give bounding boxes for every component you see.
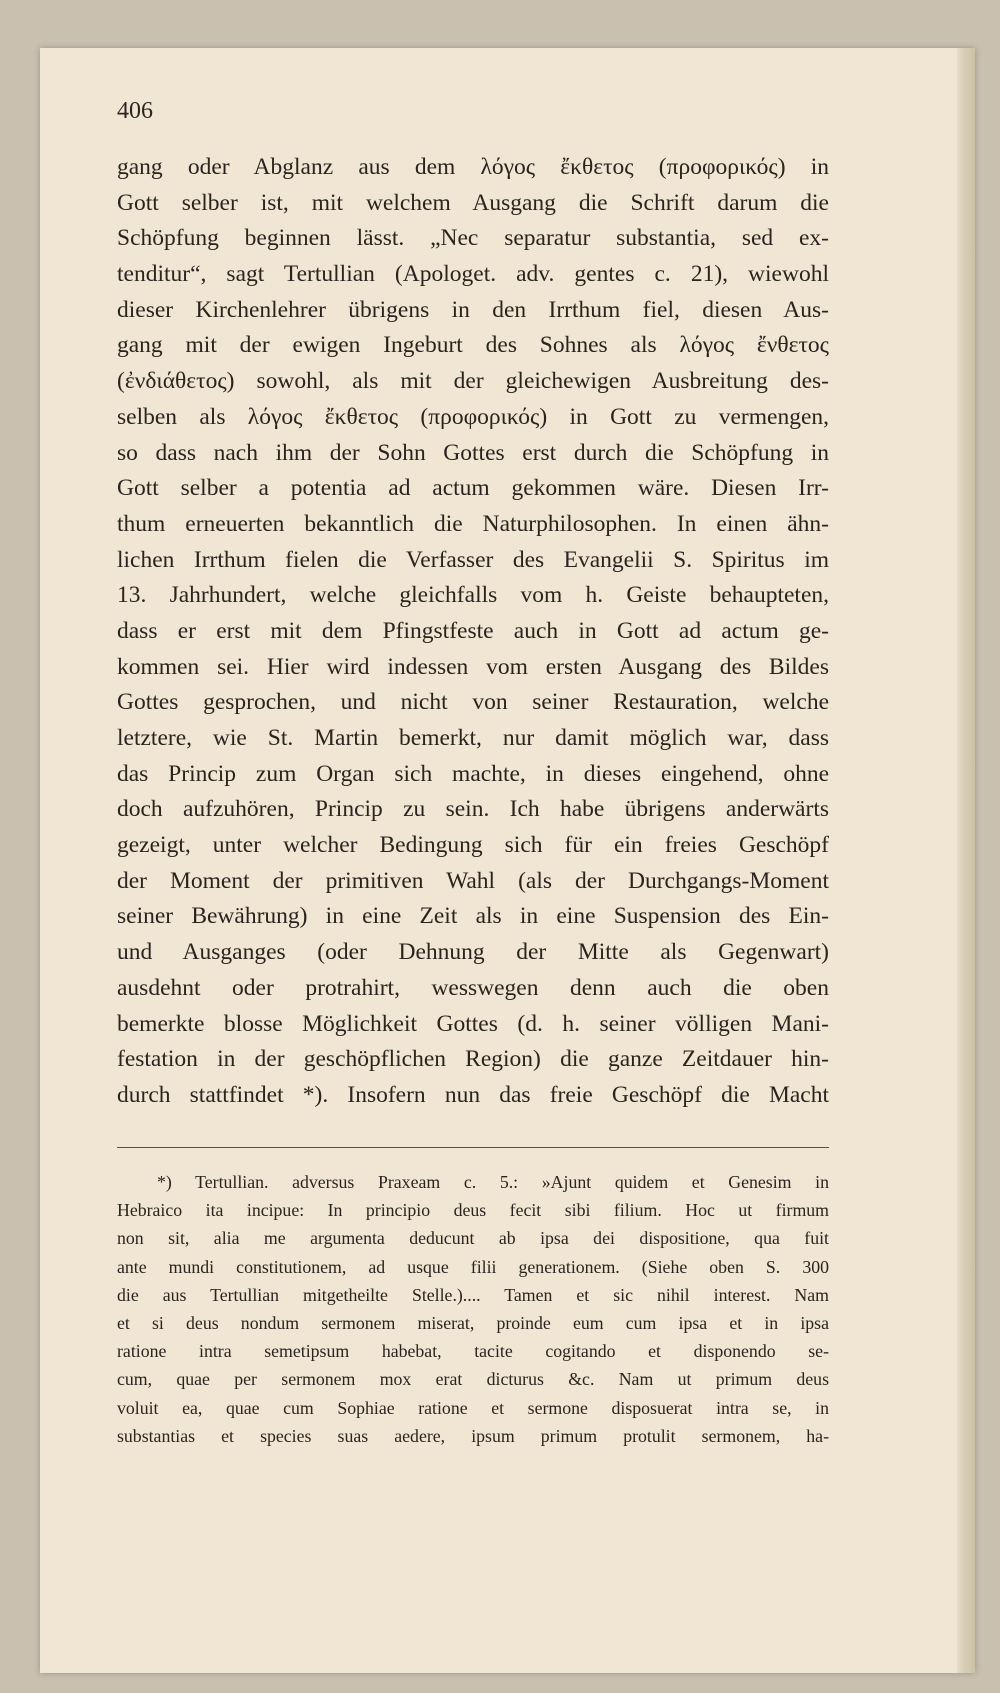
text-line: seiner Bewährung) in eine Zeit als in eine Suspension des Ein- bbox=[117, 903, 829, 930]
footnote-block bbox=[117, 1168, 829, 1450]
text-line: festation in der geschöpflichen Region) die ganze Zeitdauer hin- bbox=[117, 1046, 829, 1073]
footnote-line: et si deus nondum sermonem miserat, proinde eum cum ipsa et in ipsa bbox=[117, 1312, 829, 1333]
text-line: Gott selber ist, mit welchem Ausgang die Schrift darum die bbox=[117, 189, 829, 216]
text-line: bemerkte blosse Möglichkeit Gottes (d. h. seiner völligen Mani- bbox=[117, 1010, 829, 1037]
text-line: kommen sei. Hier wird indessen vom ersten Ausgang des Bildes bbox=[117, 653, 829, 680]
text-line: Gottes gesprochen, und nicht von seiner Restauration, welche bbox=[117, 689, 829, 716]
footnote-line: *) Tertullian. adversus Praxeam c. 5.: »Ajunt quidem et Genesim in bbox=[157, 1172, 829, 1192]
text-line: dass er erst mit dem Pfingstfeste auch in Gott ad actum ge- bbox=[117, 617, 829, 644]
text-line: der Moment der primitiven Wahl (als der Durchgangs-Moment bbox=[117, 867, 829, 894]
text-line: so dass nach ihm der Sohn Gottes erst durch die Schöpfung in bbox=[117, 439, 829, 466]
main-text-block bbox=[117, 150, 829, 1114]
footnote-line: substantias et species suas aedere, ipsum primum protulit sermonem, ha- bbox=[117, 1425, 829, 1446]
text-line: ausdehnt oder protrahirt, wesswegen denn auch die oben bbox=[117, 974, 829, 1001]
footnote-line: ante mundi constitutionem, ad usque filii generationem. (Siehe oben S. 300 bbox=[117, 1256, 829, 1277]
footnote-line: ratione intra semetipsum habebat, tacite cogitando et disponendo se- bbox=[117, 1341, 829, 1362]
footnote-line: voluit ea, quae cum Sophiae ratione et sermone disposuerat intra se, in bbox=[117, 1397, 829, 1418]
text-line: doch aufzuhören, Princip zu sein. Ich habe übrigens anderwärts bbox=[117, 796, 829, 823]
text-line: gang mit der ewigen Ingeburt des Sohnes als λόγος ἔνθετος bbox=[117, 332, 829, 359]
text-line: gang oder Abglanz aus dem λόγος ἔκθετος (προφορικός) in bbox=[117, 154, 829, 180]
footnote-line: Hebraico ita incipue: In principio deus fecit sibi filium. Hoc ut firmum bbox=[117, 1200, 829, 1221]
text-line: durch stattfindet *). Insofern nun das freie Geschöpf die Macht bbox=[117, 1081, 829, 1108]
page-number: 406 bbox=[117, 98, 153, 124]
text-line: und Ausganges (oder Dehnung der Mitte als Gegenwart) bbox=[117, 939, 829, 966]
text-line: letztere, wie St. Martin bemerkt, nur damit möglich war, dass bbox=[117, 725, 829, 751]
text-line: selben als λόγος ἔκθετος (προφορικός) in Gott zu vermengen, bbox=[117, 403, 829, 430]
footnote-line: non sit, alia me argumenta deducunt ab ipsa dei dispositione, qua fuit bbox=[117, 1228, 829, 1249]
text-line: gezeigt, unter welcher Bedingung sich für ein freies Geschöpf bbox=[117, 832, 829, 859]
footnote-line: cum, quae per sermonem mox erat dicturus &c. Nam ut primum deus bbox=[117, 1369, 829, 1390]
text-line: das Princip zum Organ sich machte, in dieses eingehend, ohne bbox=[117, 760, 829, 787]
text-line: tenditur“, sagt Tertullian (Apologet. adv. gentes c. 21), wiewohl bbox=[117, 261, 829, 288]
text-line: (ἐνδιάθετος) sowohl, als mit der gleichewigen Ausbreitung des- bbox=[117, 368, 829, 395]
footnote-divider bbox=[117, 1147, 829, 1148]
text-line: 13. Jahrhundert, welche gleichfalls vom h. Geiste behaupteten, bbox=[117, 582, 829, 609]
text-line: thum erneuerten bekanntlich die Naturphilosophen. In einen ähn- bbox=[117, 510, 829, 537]
page-gutter bbox=[957, 48, 975, 1673]
text-line: dieser Kirchenlehrer übrigens in den Irrthum fiel, diesen Aus- bbox=[117, 296, 829, 323]
text-line: Schöpfung beginnen lässt. „Nec separatur substantia, sed ex- bbox=[117, 225, 829, 252]
text-line: Gott selber a potentia ad actum gekommen wäre. Diesen Irr- bbox=[117, 475, 829, 502]
footnote-line: die aus Tertullian mitgetheilte Stelle.).... Tamen et sic nihil interest. Nam bbox=[117, 1284, 829, 1305]
text-line: lichen Irrthum fielen die Verfasser des Evangelii S. Spiritus im bbox=[117, 546, 829, 573]
